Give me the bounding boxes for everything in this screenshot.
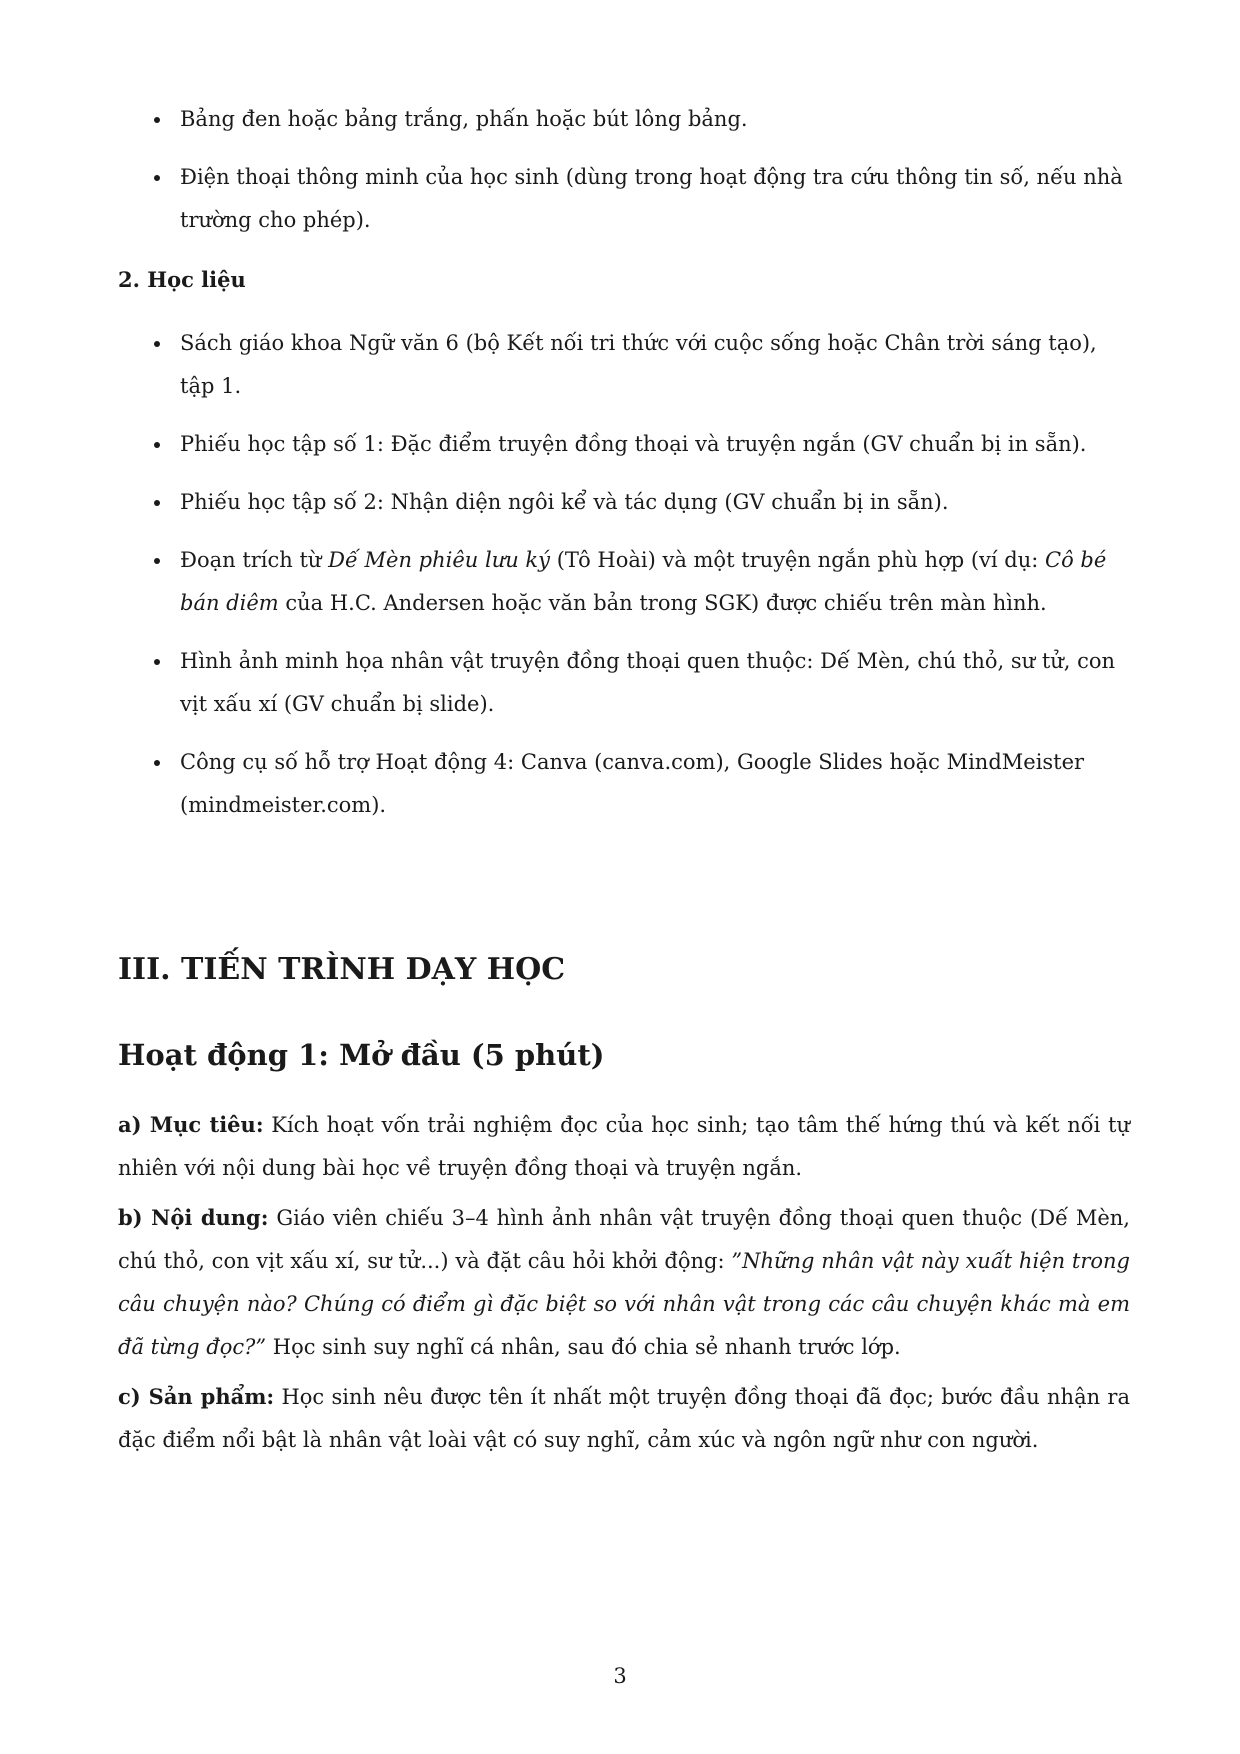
list-item: Hình ảnh minh họa nhân vật truyện đồng thoại quen thuộc: Dế Mèn, chú thỏ, sư tử, con vịt xấu xí (GV chuẩn bị slide).: [118, 640, 1130, 726]
product-text: Học sinh nêu được tên ít nhất một truyện đồng thoại đã đọc; bước đầu nhận ra đặc điểm nổi bật là nhân vật loài vật có suy nghĩ, cảm xúc và ngôn ngữ như con người.: [118, 1385, 1130, 1452]
list-item: Phiếu học tập số 1: Đặc điểm truyện đồng thoại và truyện ngắn (GV chuẩn bị in sẵn).: [118, 423, 1130, 466]
product-label: c) Sản phẩm:: [118, 1384, 275, 1409]
materials-list: [118, 322, 1130, 827]
list-item: Bảng đen hoặc bảng trắng, phấn hoặc bút lông bảng.: [118, 98, 1130, 141]
objective-label: a) Mục tiêu:: [118, 1112, 264, 1137]
list-item: Công cụ số hỗ trợ Hoạt động 4: Canva (canva.com), Google Slides hoặc MindMeister (mindmeister.com).: [118, 741, 1130, 827]
page-number: 3: [613, 1664, 627, 1688]
content-paragraph: [118, 1196, 1130, 1369]
item-text: Đoạn trích từ: [180, 548, 329, 572]
list-item: Phiếu học tập số 2: Nhận diện ngôi kể và tác dụng (GV chuẩn bị in sẵn).: [118, 481, 1130, 524]
warmup-question: ”Những nhân vật này xuất hiện trong câu chuyện nào? Chúng có điểm gì đặc biệt so với nhân vật trong các câu chuyện khác mà em đã từng đọc?”: [118, 1249, 1131, 1359]
book-title: Cô bé bán diêm: [180, 548, 1107, 615]
list-item: Điện thoại thông minh của học sinh (dùng trong hoạt động tra cứu thông tin số, nếu nhà trường cho phép).: [118, 156, 1130, 242]
objective-text: Kích hoạt vốn trải nghiệm đọc của học sinh; tạo tâm thế hứng thú và kết nối tự nhiên với nội dung bài học về truyện đồng thoại và truyện ngắn.: [118, 1113, 1131, 1180]
content-text: Giáo viên chiếu 3–4 hình ảnh nhân vật truyện đồng thoại quen thuộc (Dế Mèn, chú thỏ, con vịt xấu xí, sư tử...) và đặt câu hỏi khởi động:: [118, 1206, 1130, 1273]
list-item: [118, 539, 1130, 625]
section-title: III. TIẾN TRÌNH DẠY HỌC: [118, 952, 566, 987]
objective-paragraph: [118, 1103, 1130, 1190]
item-text: (Tô Hoài) và một truyện ngắn phù hợp (ví dụ:: [550, 548, 1045, 572]
content-label: b) Nội dung:: [118, 1205, 269, 1230]
content-text: Học sinh suy nghĩ cá nhân, sau đó chia sẻ nhanh trước lớp.: [266, 1335, 901, 1359]
item-text: của H.C. Andersen hoặc văn bản trong SGK) được chiếu trên màn hình.: [278, 591, 1047, 615]
list-item: Sách giáo khoa Ngữ văn 6 (bộ Kết nối tri thức với cuộc sống hoặc Chân trời sáng tạo), tập 1.: [118, 322, 1130, 408]
materials-heading: 2. Học liệu: [118, 267, 246, 292]
equipment-list: [118, 98, 1130, 242]
activity-title: Hoạt động 1: Mở đầu (5 phút): [118, 1038, 605, 1072]
product-paragraph: [118, 1375, 1130, 1462]
activity-body: [118, 1103, 1130, 1462]
book-title: Dế Mèn phiêu lưu ký: [328, 548, 551, 572]
